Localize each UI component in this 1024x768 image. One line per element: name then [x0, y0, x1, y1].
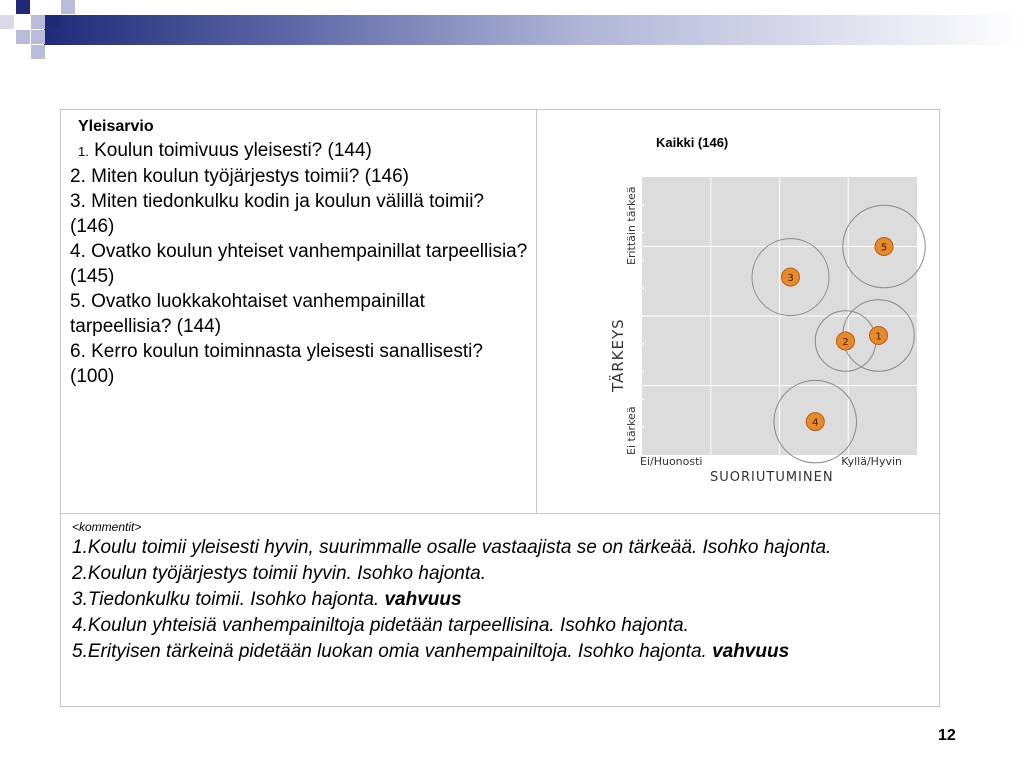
importance-performance-chart — [537, 110, 939, 512]
comment-5-text: 5.Erityisen tärkeinä pidetään luokan omia vanhempainiltoja. Isohko hajonta. — [72, 641, 713, 662]
data-point-label-3: 3 — [787, 273, 794, 285]
comments-tag: <kommentit> — [72, 520, 142, 534]
decoration-square — [46, 15, 60, 29]
question-3: 3. Miten tiedonkulku kodin ja koulun välillä toimii? (146) — [70, 191, 485, 237]
data-point-label-5: 5 — [880, 242, 888, 254]
comment-5-strength: vahvuus — [712, 641, 790, 662]
comment-3-text: 3.Tiedonkulku toimii. Isohko hajonta. — [72, 589, 385, 610]
comment-4: 4.Koulun yhteisiä vanhempainiltoja pidetään tarpeellisina. Isohko hajonta. — [72, 615, 689, 636]
data-point-label-2: 2 — [842, 337, 849, 349]
comment-5 — [72, 639, 938, 665]
decoration-square — [31, 45, 45, 59]
page-number: 12 — [938, 727, 956, 744]
comment-2: 2.Koulun työjärjestys toimii hyvin. Isohko hajonta. — [72, 563, 486, 584]
x-tick-label-low: Ei/Huonosti — [640, 455, 703, 468]
comments-cell — [72, 519, 938, 665]
decoration-square — [16, 30, 30, 44]
question-2: 2. Miten koulun työjärjestys toimii? (146) — [70, 166, 409, 187]
table-row-divider — [60, 513, 940, 514]
decoration-square — [61, 0, 75, 14]
y-tick-label-high: Erittäin tärkeä — [625, 186, 638, 265]
comment-1: 1.Koulu toimii yleisesti hyvin, suurimmalle osalle vastaajista se on tärkeää. Isohko hajonta. — [72, 537, 832, 558]
decoration-square — [31, 15, 45, 29]
comment-3-strength: vahvuus — [384, 589, 462, 610]
question-6: 6. Kerro koulun toiminnasta yleisesti sanallisesti? (100) — [70, 341, 483, 387]
decoration-square — [31, 30, 45, 44]
question-4: 4. Ovatko koulun yhteiset vanhempainillat tarpeellisia? (145) — [70, 241, 528, 287]
question-1 — [70, 138, 530, 164]
chart-title: Kaikki (146) — [656, 135, 729, 150]
header-decoration — [0, 0, 1024, 70]
comment-3 — [72, 587, 938, 613]
decoration-square — [0, 15, 14, 29]
question-1-number: 1. — [78, 144, 89, 159]
header-gradient-bar — [44, 15, 1024, 45]
data-point-label-1: 1 — [875, 331, 882, 343]
y-tick-label-low: Ei tärkeä — [625, 406, 638, 455]
questions-cell — [70, 116, 530, 389]
data-point-label-4: 4 — [812, 417, 819, 429]
decoration-square — [16, 0, 30, 14]
y-axis-label: TÄRKEYS — [609, 318, 627, 392]
question-1-text: Koulun toimivuus yleisesti? (144) — [88, 140, 372, 161]
question-5: 5. Ovatko luokkakohtaiset vanhempainillat tarpeellisia? (144) — [70, 291, 425, 337]
x-axis-label: SUORIUTUMINEN — [710, 470, 834, 485]
section-heading: Yleisarvio — [78, 118, 154, 135]
x-tick-label-high: Kyllä/Hyvin — [841, 455, 902, 468]
